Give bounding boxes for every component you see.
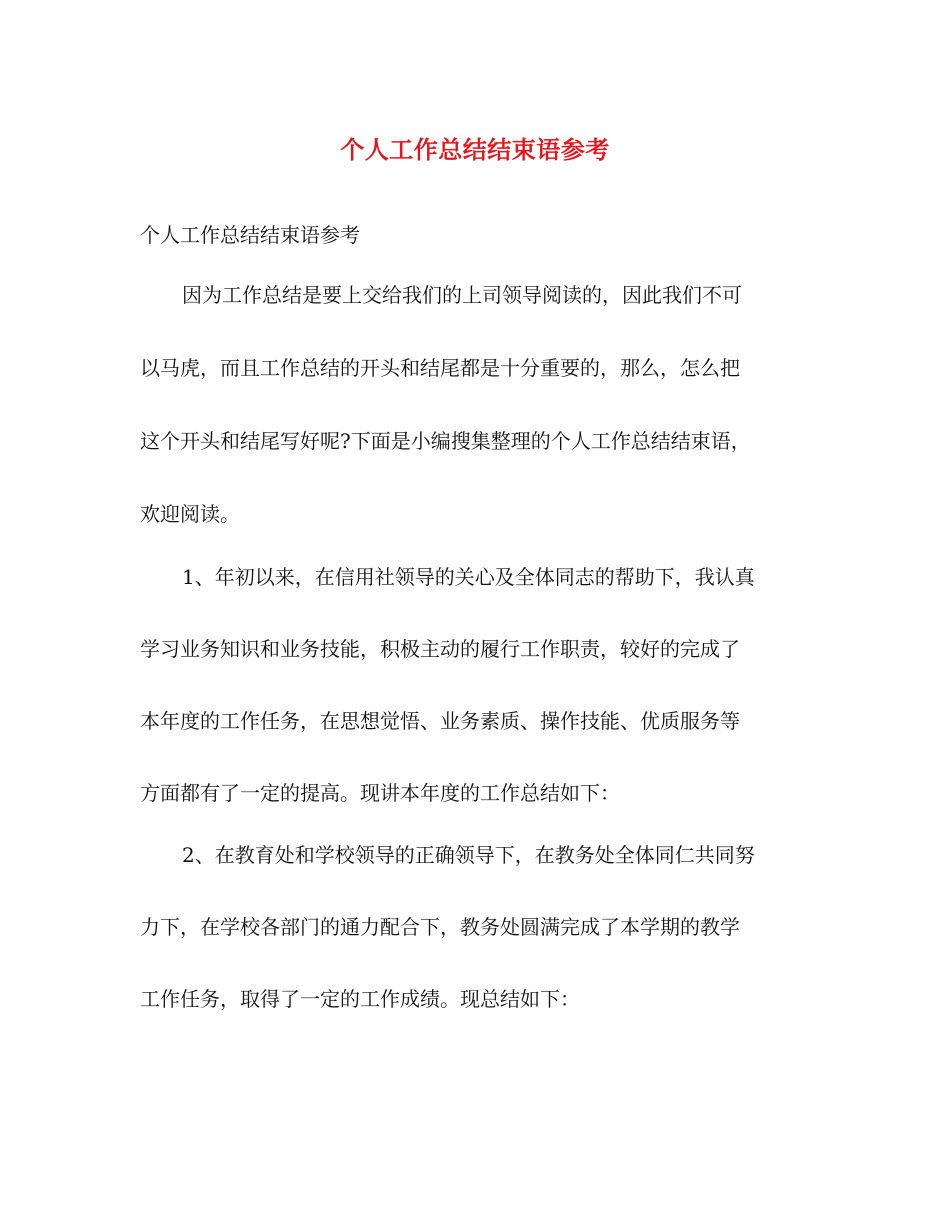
paragraph-2-line-1: 1、年初以来，在信用社领导的关心及全体同志的帮助下，我认真 <box>182 565 755 589</box>
paragraph-2-line-2: 学习业务知识和业务技能，积极主动的履行工作职责，较好的完成了 <box>140 637 740 661</box>
paragraph-1-line-3: 这个开头和结尾写好呢?下面是小编搜集整理的个人工作总结结束语， <box>140 429 751 453</box>
paragraph-1-line-1: 因为工作总结是要上交给我们的上司领导阅读的，因此我们不可 <box>182 283 742 307</box>
document-subtitle: 个人工作总结结束语参考 <box>140 223 360 247</box>
paragraph-1-line-4: 欢迎阅读。 <box>140 502 240 526</box>
document-title: 个人工作总结结束语参考 <box>340 135 610 164</box>
paragraph-2-line-3: 本年度的工作任务，在思想觉悟、业务素质、操作技能、优质服务等 <box>140 709 740 733</box>
paragraph-3-line-1: 2、在教育处和学校领导的正确领导下，在教务处全体同仁共同努 <box>182 843 755 867</box>
paragraph-3-line-3: 工作任务，取得了一定的工作成绩。现总结如下： <box>140 987 580 1011</box>
paragraph-1-line-2: 以马虎，而且工作总结的开头和结尾都是十分重要的，那么，怎么把 <box>140 356 740 380</box>
paragraph-3-line-2: 力下，在学校各部门的通力配合下，教务处圆满完成了本学期的教学 <box>140 915 740 939</box>
paragraph-2-line-4: 方面都有了一定的提高。现讲本年度的工作总结如下： <box>140 781 620 805</box>
